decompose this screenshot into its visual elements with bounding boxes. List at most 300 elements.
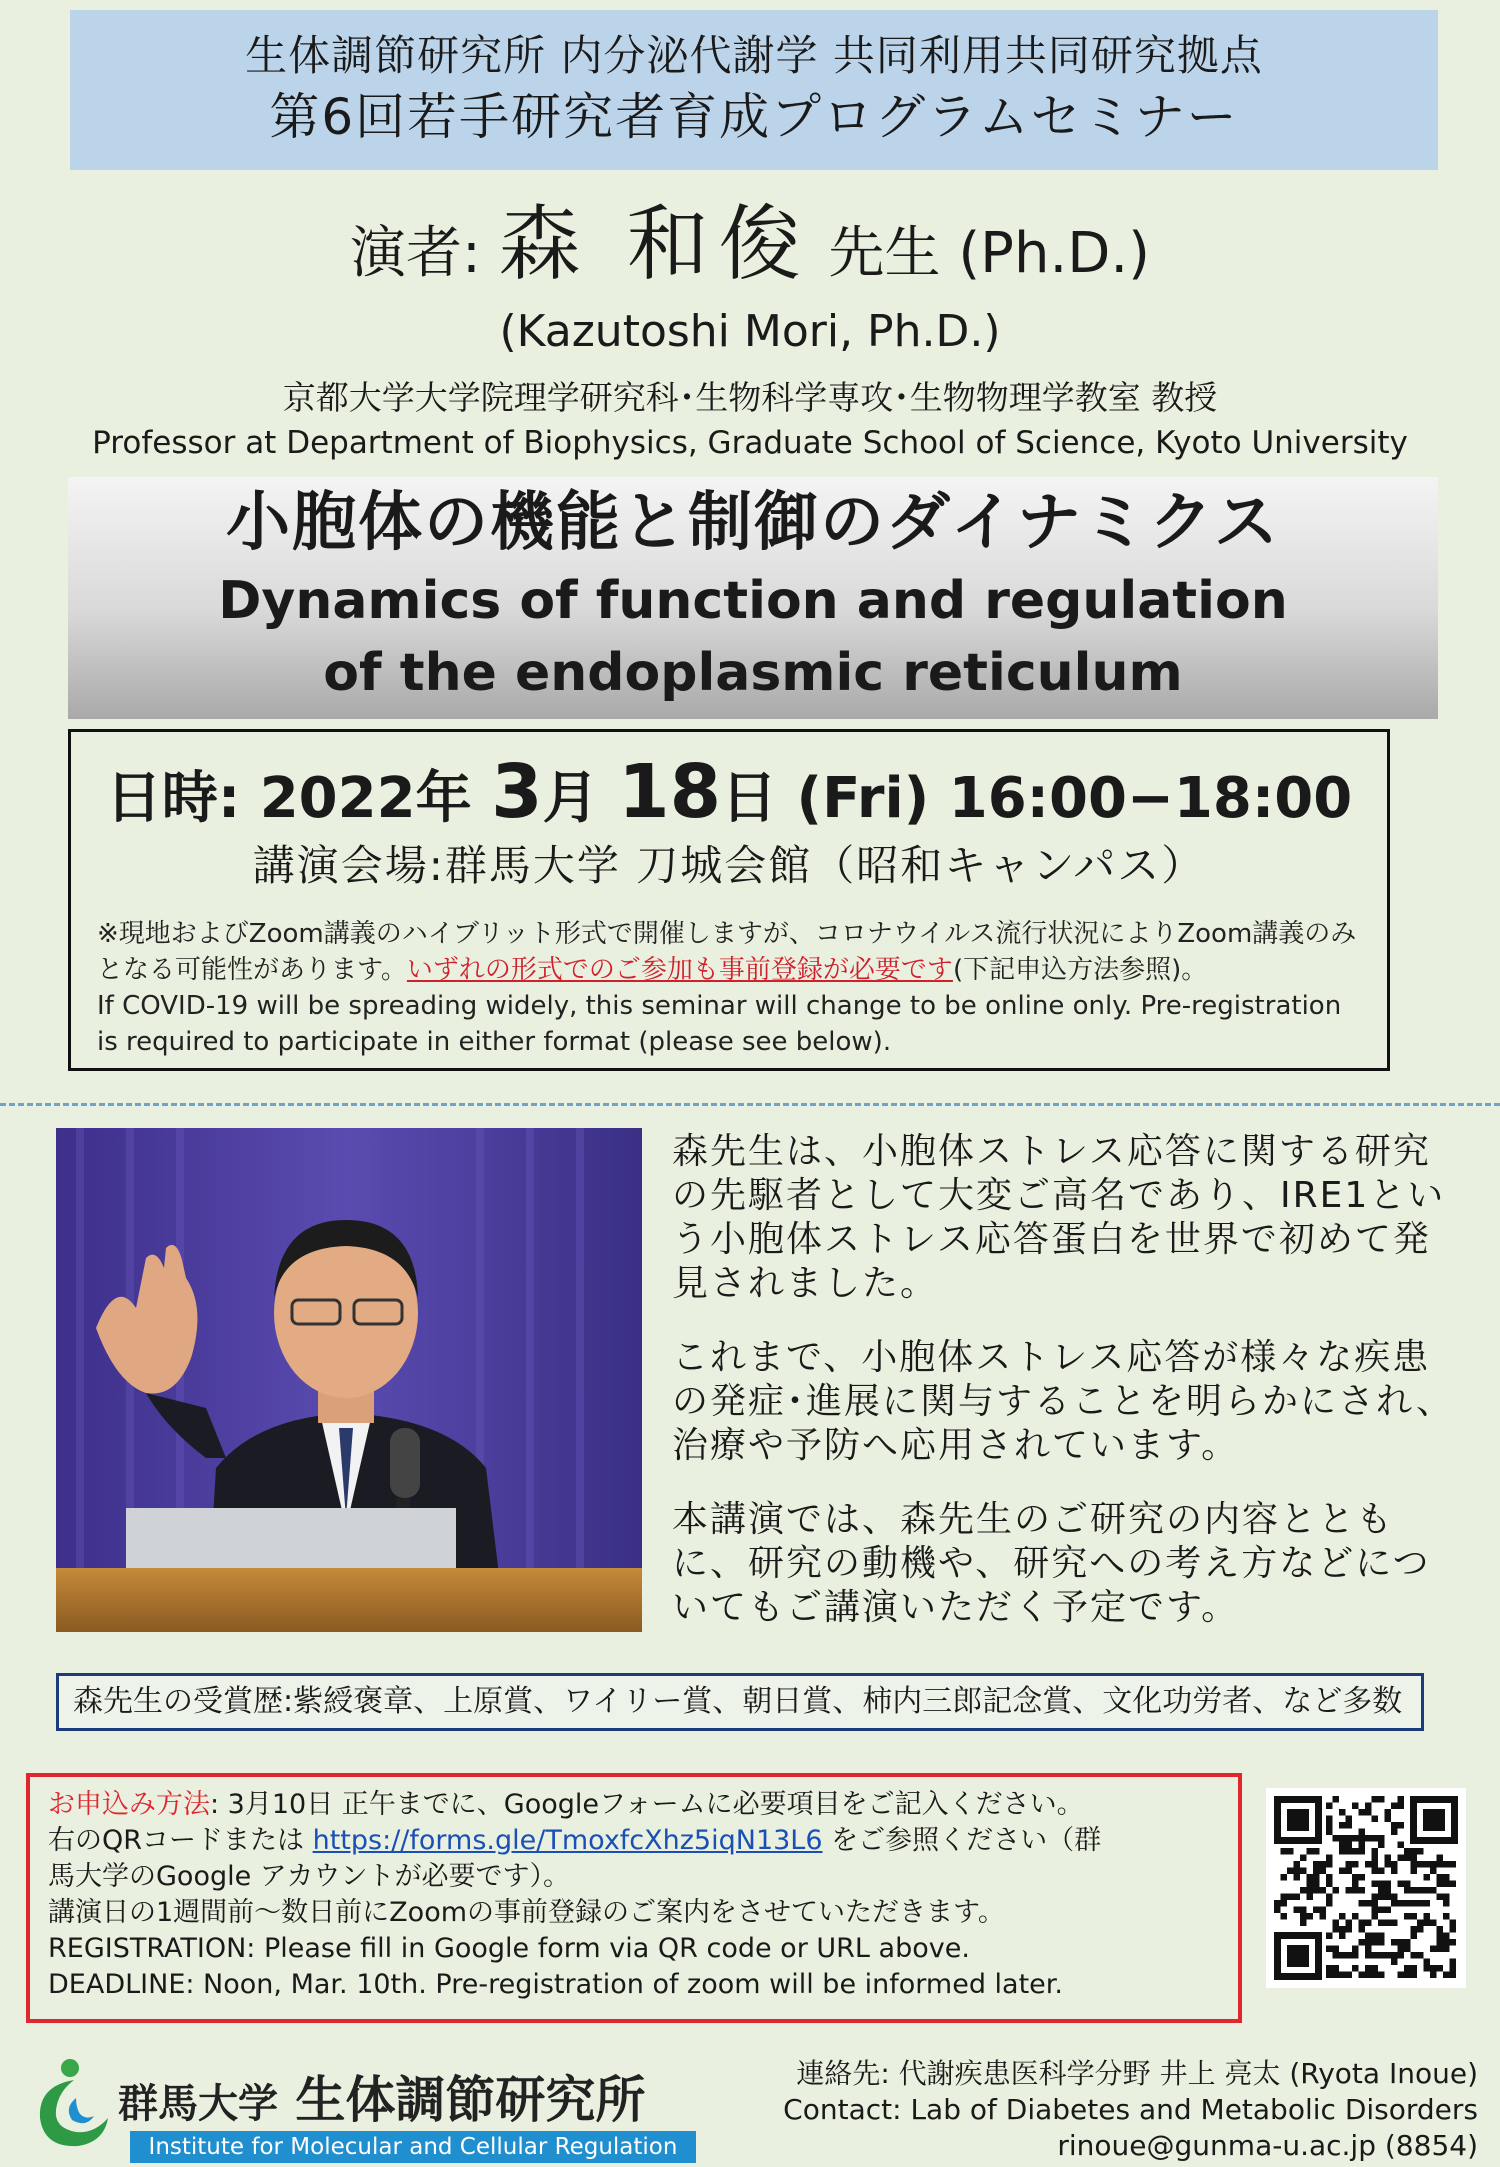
date-time — [71, 750, 1387, 841]
qr-module — [1437, 1965, 1444, 1972]
qr-module — [1346, 1822, 1353, 1829]
qr-module — [1300, 1913, 1307, 1920]
qr-module — [1437, 1881, 1444, 1888]
qr-module — [1320, 1907, 1327, 1914]
qr-module — [1417, 1900, 1424, 1907]
qr-module — [1404, 1939, 1411, 1946]
qr-module — [1365, 1835, 1372, 1842]
qr-module — [1333, 1926, 1340, 1933]
qr-module — [1378, 1868, 1385, 1875]
qr-module — [1326, 1894, 1333, 1901]
qr-module — [1281, 1848, 1288, 1855]
qr-module — [1385, 1920, 1392, 1927]
qr-module — [1404, 1946, 1411, 1953]
qr-module — [1411, 1952, 1418, 1959]
qr-module — [1333, 1835, 1340, 1842]
qr-module — [1346, 1835, 1353, 1842]
qr-module — [1398, 1939, 1405, 1946]
qr-module — [1411, 1933, 1418, 1940]
qr-module — [1359, 1920, 1366, 1927]
qr-module — [1430, 1868, 1437, 1875]
qr-module — [1307, 1874, 1314, 1881]
institute-name-en: Institute for Molecular and Cellular Regulation — [130, 2131, 696, 2163]
qr-module — [1346, 1861, 1353, 1868]
qr-module — [1450, 1965, 1457, 1972]
qr-module — [1352, 1965, 1359, 1972]
qr-module — [1437, 1874, 1444, 1881]
qr-module — [1359, 1809, 1366, 1816]
qr-module — [1281, 1874, 1288, 1881]
qr-module — [1411, 1848, 1418, 1855]
qr-module — [1294, 1907, 1301, 1914]
lecture-title-box — [68, 477, 1438, 719]
qr-module — [1359, 1926, 1366, 1933]
qr-module — [1437, 1946, 1444, 1953]
qr-module — [1339, 1809, 1346, 1816]
qr-module — [1411, 1887, 1418, 1894]
qr-module — [1320, 1887, 1327, 1894]
qr-module — [1307, 1881, 1314, 1888]
qr-module — [1424, 1887, 1431, 1894]
qr-module — [1378, 1887, 1385, 1894]
qr-module — [1378, 1894, 1385, 1901]
header-banner — [70, 10, 1438, 170]
qr-module — [1411, 1868, 1418, 1875]
qr-module — [1372, 1881, 1379, 1888]
contact-line2: Contact: Lab of Diabetes and Metabolic Disorders — [783, 2093, 1478, 2126]
qr-module — [1287, 1848, 1294, 1855]
qr-module — [1326, 1816, 1333, 1823]
note-en: If COVID-19 will be spreading widely, this seminar will change to be online only. Pre-registration is required to participate in either format (please see below). — [97, 991, 1342, 1057]
qr-module — [1378, 1907, 1385, 1914]
qr-module — [1391, 1829, 1398, 1836]
registration-form-link[interactable]: https://forms.gle/TmoxfcXhz5iqN13L6 — [312, 1825, 823, 1856]
qr-module — [1378, 1881, 1385, 1888]
qr-module — [1339, 1952, 1346, 1959]
qr-module — [1430, 1946, 1437, 1953]
qr-module — [1365, 1939, 1372, 1946]
venue: 講演会場:群馬大学 刀城会館（昭和キャンパス） — [252, 841, 1206, 890]
speaker-photo — [56, 1128, 642, 1632]
qr-module — [1404, 1887, 1411, 1894]
qr-module — [1365, 1900, 1372, 1907]
qr-module — [1352, 1946, 1359, 1953]
qr-module — [1417, 1861, 1424, 1868]
qr-module — [1313, 1881, 1320, 1888]
qr-module — [1417, 1920, 1424, 1927]
qr-module — [1391, 1894, 1398, 1901]
qr-module — [1294, 1868, 1301, 1875]
qr-module — [1372, 1868, 1379, 1875]
qr-module — [1411, 1913, 1418, 1920]
logo-institute: 生体調節研究所 — [295, 2071, 646, 2129]
qr-module — [1430, 1972, 1437, 1979]
qr-module — [1391, 1803, 1398, 1810]
qr-module — [1404, 1855, 1411, 1862]
date-day: 18 — [618, 749, 722, 835]
qr-module — [1313, 1868, 1320, 1875]
qr-module — [1437, 1861, 1444, 1868]
qr-module — [1398, 1946, 1405, 1953]
qr-module — [1437, 1894, 1444, 1901]
qr-module — [1411, 1855, 1418, 1862]
qr-module — [1352, 1881, 1359, 1888]
qr-module — [1352, 1952, 1359, 1959]
format-note — [97, 916, 1369, 1060]
qr-module — [1333, 1796, 1340, 1803]
qr-module — [1385, 1816, 1392, 1823]
qr-module — [1352, 1848, 1359, 1855]
registration-line2-pre: 右のQRコードまたは — [48, 1825, 313, 1856]
qr-module — [1365, 1803, 1372, 1810]
qr-module — [1326, 1900, 1333, 1907]
qr-module — [1307, 1894, 1314, 1901]
qr-module — [1417, 1952, 1424, 1959]
qr-module — [1339, 1842, 1346, 1849]
qr-module — [1372, 1848, 1379, 1855]
qr-module — [1326, 1803, 1333, 1810]
qr-module — [1300, 1920, 1307, 1927]
speaker-prefix: 演者: — [349, 221, 499, 286]
registration-line1: : 3月10日 正午までに、Googleフォームに必要項目をご記入ください。 — [210, 1789, 1084, 1820]
qr-module — [1372, 1835, 1379, 1842]
qr-module — [1313, 1887, 1320, 1894]
note-ja-1: ※現地およびZoom講義のハイブリット形式で開催しますが、コロナウイルス流行状況によりZoom講義のみとなる可能性があります。 — [97, 919, 1357, 985]
qr-module — [1385, 1907, 1392, 1914]
qr-module — [1385, 1809, 1392, 1816]
registration-line6: DEADLINE: Noon, Mar. 10th. Pre-registration of zoom will be informed later. — [48, 1969, 1063, 2000]
qr-module — [1391, 1920, 1398, 1927]
qr-module — [1359, 1900, 1366, 1907]
qr-module — [1300, 1855, 1307, 1862]
qr-module — [1398, 1855, 1405, 1862]
dashed-divider — [0, 1103, 1500, 1106]
qr-module — [1378, 1920, 1385, 1927]
qr-module — [1326, 1855, 1333, 1862]
qr-module — [1326, 1881, 1333, 1888]
qr-module — [1424, 1920, 1431, 1927]
qr-module — [1398, 1952, 1405, 1959]
qr-module — [1339, 1868, 1346, 1875]
qr-module — [1307, 1913, 1314, 1920]
date-rest: (Fri) 16:00−18:00 — [777, 766, 1353, 831]
qr-module — [1404, 1900, 1411, 1907]
qr-module — [1443, 1933, 1450, 1940]
qr-module — [1424, 1959, 1431, 1966]
qr-module — [1313, 1861, 1320, 1868]
registration-line3: 馬大学のGoogle アカウントが必要です）。 — [48, 1861, 571, 1892]
qr-module — [1372, 1894, 1379, 1901]
qr-module — [1313, 1874, 1320, 1881]
qr-module — [1359, 1848, 1366, 1855]
qr-code[interactable] — [1266, 1788, 1466, 1988]
qr-module — [1333, 1887, 1340, 1894]
logo-university: 群馬大学 — [118, 2081, 278, 2127]
qr-module — [1404, 1913, 1411, 1920]
qr-module — [1326, 1861, 1333, 1868]
speaker-bio — [672, 1130, 1462, 1660]
qr-module — [1300, 1887, 1307, 1894]
qr-module — [1385, 1861, 1392, 1868]
registration-line4: 講演日の1週間前〜数日前にZoomの事前登録のご案内をさせていただきます。 — [48, 1897, 1005, 1928]
header-line2: 第6回若手研究者育成プログラムセミナー — [269, 88, 1239, 146]
qr-module — [1300, 1907, 1307, 1914]
lecture-title-ja: 小胞体の機能と制御のダイナミクス — [225, 486, 1281, 560]
university-logo — [34, 2058, 114, 2150]
qr-module — [1346, 1816, 1353, 1823]
qr-module — [1365, 1809, 1372, 1816]
qr-module — [1385, 1952, 1392, 1959]
qr-module — [1398, 1803, 1405, 1810]
qr-module — [1411, 1965, 1418, 1972]
qr-module — [1307, 1887, 1314, 1894]
registration-line5: REGISTRATION: Please fill in Google form via QR code or URL above. — [48, 1933, 970, 1964]
contact-email[interactable]: rinoue@gunma-u.ac.jp (8854) — [1057, 2129, 1478, 2162]
qr-module — [1274, 1900, 1281, 1907]
qr-module — [1339, 1926, 1346, 1933]
qr-module — [1443, 1913, 1450, 1920]
qr-module — [1281, 1900, 1288, 1907]
qr-module — [1359, 1842, 1366, 1849]
qr-module — [1404, 1848, 1411, 1855]
date-month: 3 — [491, 749, 543, 835]
qr-module — [1333, 1952, 1340, 1959]
qr-module — [1443, 1894, 1450, 1901]
qr-module — [1339, 1848, 1346, 1855]
qr-module — [1339, 1933, 1346, 1940]
qr-module — [1346, 1868, 1353, 1875]
qr-module — [1398, 1972, 1405, 1979]
qr-module — [1385, 1855, 1392, 1862]
qr-module — [1287, 1868, 1294, 1875]
qr-module — [1346, 1887, 1353, 1894]
qr-module — [1398, 1822, 1405, 1829]
qr-module — [1424, 1965, 1431, 1972]
qr-module — [1365, 1946, 1372, 1953]
qr-module — [1326, 1829, 1333, 1836]
qr-module — [1352, 1835, 1359, 1842]
qr-module — [1346, 1952, 1353, 1959]
qr-module — [1411, 1926, 1418, 1933]
qr-module — [1372, 1965, 1379, 1972]
note-ja-2: (下記申込方法参照)。 — [952, 955, 1208, 985]
lecture-title-en-2: of the endoplasmic reticulum — [323, 643, 1183, 703]
speaker-name-en: (Kazutoshi Mori, Ph.D.) — [499, 306, 1001, 357]
qr-module — [1424, 1913, 1431, 1920]
qr-module — [1411, 1972, 1418, 1979]
qr-module — [1398, 1842, 1405, 1849]
qr-module — [1294, 1861, 1301, 1868]
qr-module — [1404, 1965, 1411, 1972]
qr-module — [1443, 1861, 1450, 1868]
qr-module — [1346, 1842, 1353, 1849]
qr-module — [1378, 1796, 1385, 1803]
qr-module — [1339, 1822, 1346, 1829]
qr-module — [1359, 1972, 1366, 1979]
registration-box — [26, 1773, 1242, 2023]
qr-module — [1385, 1894, 1392, 1901]
qr-module — [1437, 1933, 1444, 1940]
date-label: 日時: — [105, 766, 260, 831]
qr-module — [1450, 1926, 1457, 1933]
qr-module — [1333, 1965, 1340, 1972]
qr-module — [1359, 1887, 1366, 1894]
bio-paragraph-1: 森先生は、小胞体ストレス応答に関する研究の先駆者として大変ご高名であり、IRE1という小胞体ストレス応答蛋白を世界で初めて発見されました。 — [672, 1131, 1446, 1304]
qr-module — [1365, 1861, 1372, 1868]
qr-module — [1450, 1881, 1457, 1888]
date-day-unit: 日 — [721, 766, 778, 831]
qr-module — [1307, 1848, 1314, 1855]
qr-module — [1352, 1913, 1359, 1920]
qr-module — [1326, 1874, 1333, 1881]
qr-module — [1385, 1881, 1392, 1888]
qr-module — [1437, 1939, 1444, 1946]
registration-line2-post: をご参照ください（群 — [822, 1825, 1102, 1856]
qr-module — [1339, 1972, 1346, 1979]
qr-module — [1398, 1900, 1405, 1907]
qr-module — [1398, 1881, 1405, 1888]
qr-module — [1450, 1939, 1457, 1946]
qr-module — [1411, 1900, 1418, 1907]
qr-module — [1391, 1939, 1398, 1946]
qr-module — [1346, 1920, 1353, 1927]
qr-module — [1281, 1913, 1288, 1920]
qr-module — [1352, 1861, 1359, 1868]
qr-module — [1372, 1907, 1379, 1914]
bio-paragraph-3: 本講演では、森先生のご研究の内容とともに、研究の動機や、研究への考え方などについてもご講演いただく予定です。 — [672, 1499, 1431, 1628]
qr-module — [1411, 1861, 1418, 1868]
qr-module — [1372, 1972, 1379, 1979]
qr-module — [1294, 1874, 1301, 1881]
qr-module — [1313, 1848, 1320, 1855]
qr-module — [1443, 1946, 1450, 1953]
qr-module — [1378, 1842, 1385, 1849]
qr-module — [1326, 1946, 1333, 1953]
qr-module — [1326, 1972, 1333, 1979]
qr-module — [1359, 1835, 1366, 1842]
qr-module — [1450, 1959, 1457, 1966]
qr-module — [1378, 1972, 1385, 1979]
qr-module — [1326, 1965, 1333, 1972]
qr-module — [1333, 1920, 1340, 1927]
qr-module — [1300, 1868, 1307, 1875]
schedule-box — [68, 729, 1390, 1071]
qr-module — [1378, 1835, 1385, 1842]
note-ja-red: いずれの形式でのご参加も事前登録が必要です — [406, 955, 953, 985]
awards-box: 森先生の受賞歴:紫綬褒章、上原賞、ワイリー賞、朝日賞、柿内三郎記念賞、文化功労者、など多数 — [56, 1673, 1424, 1731]
qr-module — [1346, 1848, 1353, 1855]
qr-module — [1450, 1972, 1457, 1979]
qr-module — [1430, 1887, 1437, 1894]
qr-module — [1346, 1926, 1353, 1933]
qr-module — [1404, 1881, 1411, 1888]
contact-line1: 連絡先: 代謝疾患医科学分野 井上 亮太 (Ryota Inoue) — [796, 2057, 1478, 2090]
qr-module — [1443, 1939, 1450, 1946]
qr-module — [1398, 1796, 1405, 1803]
qr-module — [1320, 1868, 1327, 1875]
speaker-honorific: 先生 (Ph.D.) — [810, 221, 1151, 286]
qr-module — [1359, 1939, 1366, 1946]
qr-module — [1372, 1939, 1379, 1946]
qr-module — [1313, 1907, 1320, 1914]
qr-module — [1443, 1881, 1450, 1888]
qr-module — [1417, 1848, 1424, 1855]
qr-module — [1352, 1887, 1359, 1894]
qr-module — [1391, 1952, 1398, 1959]
qr-module — [1365, 1952, 1372, 1959]
qr-module — [1450, 1861, 1457, 1868]
qr-module — [1372, 1796, 1379, 1803]
qr-module — [1378, 1952, 1385, 1959]
speaker-name: 森 和俊 — [498, 197, 811, 292]
qr-module — [1437, 1855, 1444, 1862]
qr-module — [1365, 1972, 1372, 1979]
qr-module — [1391, 1868, 1398, 1875]
qr-module — [1417, 1887, 1424, 1894]
qr-module — [1359, 1829, 1366, 1836]
qr-module — [1443, 1900, 1450, 1907]
lecture-title-en-1: Dynamics of function and regulation — [218, 571, 1288, 631]
qr-module — [1424, 1874, 1431, 1881]
qr-module — [1352, 1874, 1359, 1881]
qr-module — [1339, 1835, 1346, 1842]
date-month-unit: 月 — [542, 766, 599, 831]
institute-name — [118, 2065, 645, 2139]
qr-module — [1326, 1933, 1333, 1940]
date-year: 2022年 — [259, 766, 492, 831]
qr-module — [1391, 1822, 1398, 1829]
qr-module — [1372, 1816, 1379, 1823]
header-line1: 生体調節研究所 内分泌代謝学 共同利用共同研究拠点 — [245, 31, 1263, 80]
qr-module — [1424, 1900, 1431, 1907]
qr-module — [1372, 1855, 1379, 1862]
qr-module — [1391, 1861, 1398, 1868]
qr-module — [1326, 1822, 1333, 1829]
qr-module — [1378, 1939, 1385, 1946]
qr-module — [1372, 1933, 1379, 1940]
affiliation-ja: 京都大学大学院理学研究科･生物科学専攻･生物物理学教室 教授 — [282, 378, 1218, 417]
qr-module — [1294, 1894, 1301, 1901]
qr-module — [1333, 1972, 1340, 1979]
qr-module — [1443, 1874, 1450, 1881]
contact-info — [718, 2056, 1478, 2164]
qr-module — [1443, 1972, 1450, 1979]
qr-module — [1372, 1900, 1379, 1907]
qr-module — [1320, 1861, 1327, 1868]
qr-module — [1281, 1894, 1288, 1901]
qr-module — [1417, 1926, 1424, 1933]
qr-module — [1274, 1907, 1281, 1914]
qr-module — [1333, 1946, 1340, 1953]
qr-module — [1339, 1913, 1346, 1920]
qr-module — [1372, 1952, 1379, 1959]
qr-module — [1385, 1887, 1392, 1894]
qr-module — [1372, 1861, 1379, 1868]
qr-module — [1365, 1965, 1372, 1972]
qr-module — [1287, 1894, 1294, 1901]
qr-module — [1372, 1913, 1379, 1920]
qr-module — [1391, 1959, 1398, 1966]
speaker-line — [0, 197, 1500, 299]
qr-module — [1320, 1913, 1327, 1920]
qr-module — [1430, 1920, 1437, 1927]
qr-module — [1365, 1933, 1372, 1940]
qr-module — [1430, 1861, 1437, 1868]
qr-module — [1378, 1933, 1385, 1940]
qr-module — [1352, 1803, 1359, 1810]
qr-module — [1450, 1920, 1457, 1927]
qr-module — [1430, 1965, 1437, 1972]
